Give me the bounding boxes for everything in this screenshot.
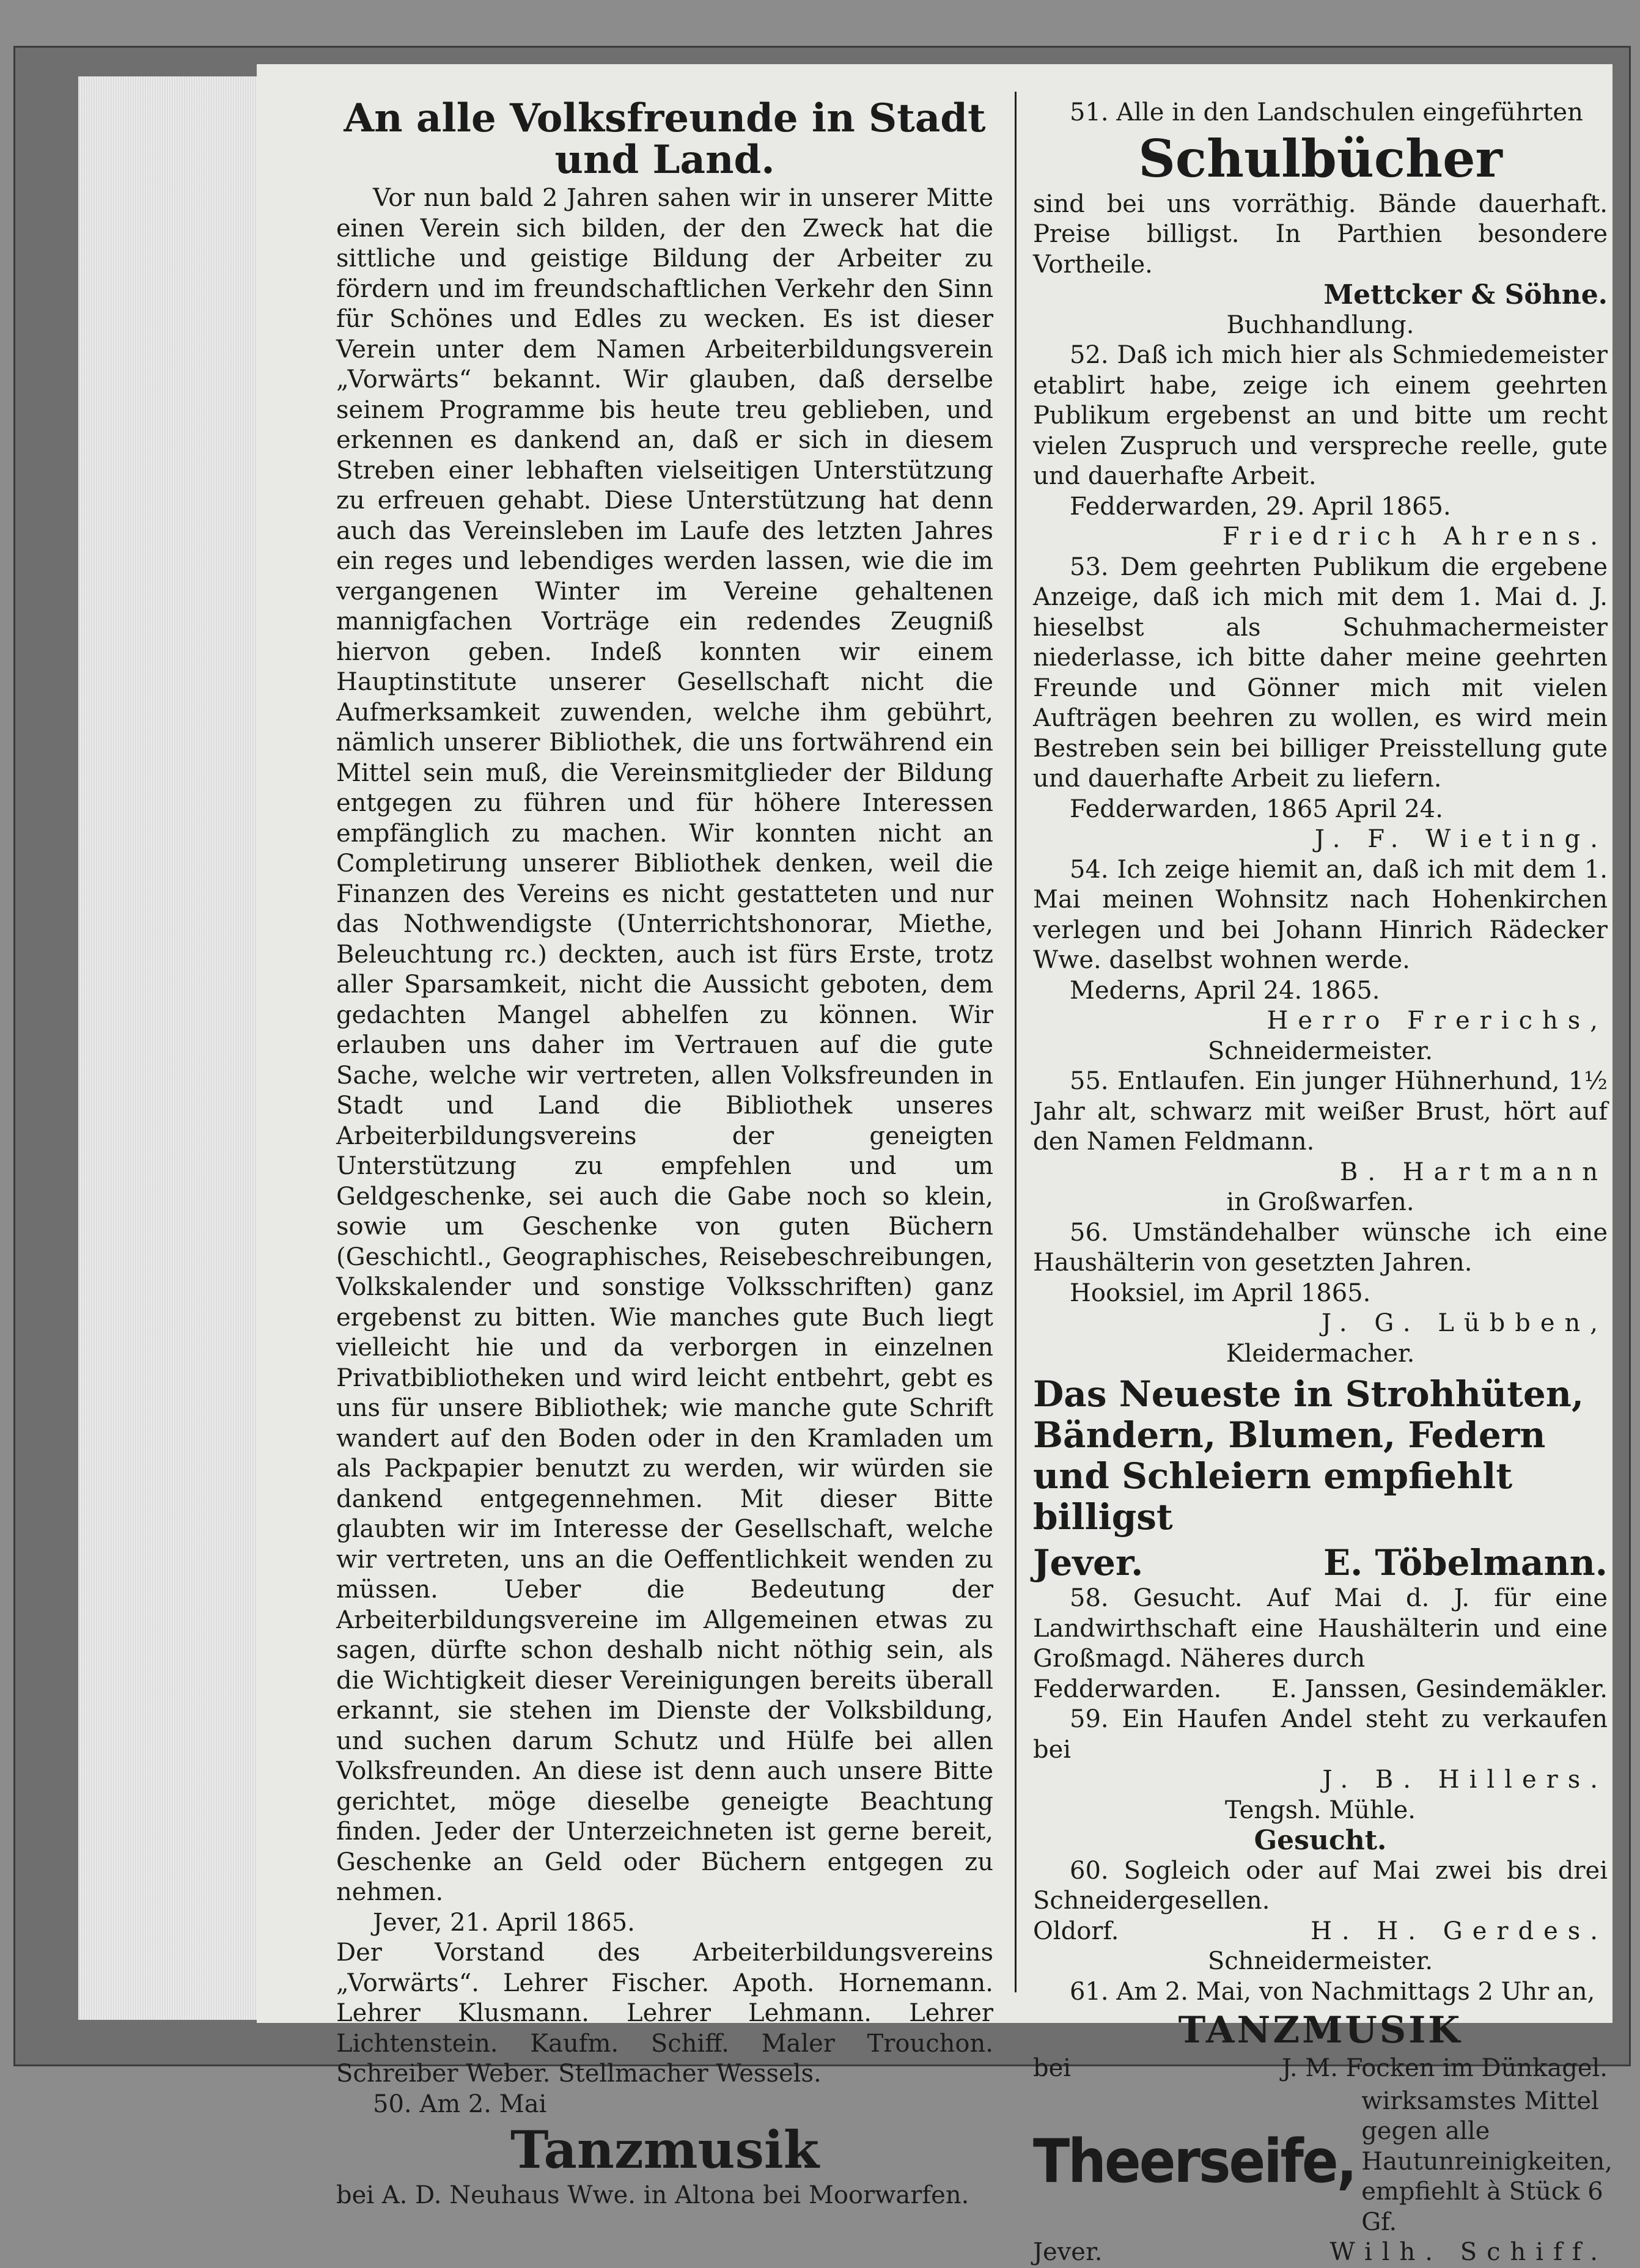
ad-52-text: 52. Daß ich mich hier als Schmiedemeister etablirt habe, zeige ich einem geehrten Publikum ergebenst an und bitte um recht vielen Zuspruch und verspreche reelle, gute und dauerhafte Arbeit. — [1033, 341, 1608, 490]
ad-60-head: Gesucht. — [1254, 1825, 1387, 1856]
ad-58-place: Fedderwarden. — [1033, 1675, 1222, 1703]
article-signature: Der Vorstand des Arbeiterbildungsvereins „Vorwärts“. Lehrer Fischer. Apoth. Hornemann. Lehrer Klusmann. Lehrer Lehmann. Lehrer Lichtenstein. Kaufm. Schiff. Maler Trouchon. Schreiber Weber. Stellmacher Wessels. — [336, 1939, 993, 2088]
ad-51-text: sind bei uns vorräthig. Bände dauerhaft. Preise billigst. In Parthien besondere Vortheile. — [1033, 189, 1608, 279]
ad-54-sub: Schneidermeister. — [1207, 1037, 1433, 1065]
ad-50-text: bei A. D. Neuhaus Wwe. in Altona bei Moorwarfen. — [336, 2181, 969, 2209]
ad-56-sub: Kleidermacher. — [1226, 1339, 1415, 1368]
ad-54-text: 54. Ich zeige hiemit an, daß ich mit dem 1. Mai meinen Wohnsitz nach Hohenkirchen verlegen und bei Johann Hinrich Rädecker Wwe. daselbst wohnen werde. — [1033, 855, 1608, 974]
ad-55-name: B. Hartmann — [1339, 1158, 1608, 1186]
ad-60-place: Oldorf. — [1033, 1917, 1119, 1945]
ad-50-intro: 50. Am 2. Mai — [373, 2090, 547, 2118]
article-dateline: Jever, 21. April 1865. — [373, 1908, 635, 1937]
article-title: An alle Volksfreunde in Stadt und Land. — [344, 95, 986, 183]
ad-54-name: Herro Frerichs, — [1267, 1007, 1608, 1035]
ad-55-sub: in Großwarfen. — [1226, 1188, 1414, 1216]
ad-56-text: 56. Umständehalber wünsche ich eine Haushälterin von gesetzten Jahren. — [1033, 1218, 1608, 1277]
ad-60-footer — [1033, 1917, 1608, 1947]
ad-57-footer — [1033, 1538, 1608, 1584]
ad-61-text: J. M. Focken im Dünkagel. — [1281, 2054, 1608, 2082]
ad-56-name: J. G. Lübben, — [1322, 1309, 1608, 1337]
ad-62-text: wirksamstes Mittel gegen alle Hautunreinigkeiten, empfiehlt à Stück 6 Gf. — [1361, 2086, 1612, 2236]
ad-61-intro: 61. Am 2. Mai, von Nachmittags 2 Uhr an, — [1070, 1977, 1595, 2006]
ad-61-footer — [1033, 2053, 1608, 2084]
ad-50-display: Tanzmusik — [510, 2119, 820, 2180]
ad-51-firm-sub: Buchhandlung. — [1226, 310, 1414, 339]
left-column — [336, 95, 993, 2211]
ad-54-date: Mederns, April 24. 1865. — [1070, 976, 1380, 1005]
ad-56-date: Hooksiel, im April 1865. — [1070, 1279, 1371, 1307]
ad-62-display: Theerseife, — [1033, 2127, 1356, 2197]
ad-57-place: Jever. — [1033, 1542, 1144, 1584]
ad-57-display: Das Neueste in Strohhüten, Bändern, Blumen, Federn und Schleiern empfiehlt billigst — [1033, 1373, 1584, 1538]
page-edges — [78, 76, 262, 2020]
ad-57-firm: E. Töbelmann. — [1323, 1542, 1608, 1584]
ad-55-text: 55. Entlaufen. Ein junger Hühnerhund, 1½ Jahr alt, schwarz mit weißer Brust, hört auf den Namen Feldmann. — [1033, 1067, 1608, 1156]
ad-62 — [1033, 2086, 1612, 2238]
ad-62-place: Jever. — [1033, 2238, 1103, 2266]
ad-53-name: J. F. Wieting. — [1314, 825, 1608, 853]
ad-51-display: Schulbücher — [1138, 128, 1502, 189]
article-body: Vor nun bald 2 Jahren sahen wir in unserer Mitte einen Verein sich bilden, der den Zweck hat die sittliche und geistige Bildung der Arbeiter zu fördern und im freundschaftlichen Verkehr den Sinn für Schönes und Edles zu wecken. Es ist dieser Verein unter dem Namen Arbeiterbildungsverein „Vorwärts“ bekannt. Wir glauben, daß derselbe seinem Programme bis heute treu geblieben, und erkennen es dankend an, daß er sich in diesem Streben einer lebhaften vielseitigen Unterstützung zu erfreuen gehabt. Diese Unterstützung hat denn auch das Vereinsleben im Laufe des letzten Jahres ein reges und lebendiges werden lassen, wie die im vergangenen Winter im Vereine gehaltenen mannigfachen Vorträge ein redendes Zeugniß hiervon geben. Indeß konnten wir einem Hauptinstitute unserer Gesellschaft nicht die Aufmerksamkeit zuwenden, welche ihm gebührt, nämlich unserer Bibliothek, die uns fortwährend ein Mittel sein muß, die Vereinsmitglieder der Bildung entgegen zu führen und für höhere Interessen empfänglich zu machen. Wir konnten nicht an Completirung unserer Bibliothek denken, weil die Finanzen des Vereins es nicht gestatteten und nur das Nothwendigste (Unterrichtshonorar, Miethe, Beleuchtung rc.) deckten, auch ist fürs Erste, trotz aller Sparsamkeit, nicht die Aussicht geboten, dem gedachten Mangel abhelfen zu können. Wir erlauben uns daher im Vertrauen auf die gute Sache, welche wir vertreten, allen Volksfreunden in Stadt und Land die Bibliothek unseres Arbeiterbildungsvereins der geneigten Unterstützung zu empfehlen und um Geldgeschenke, sei auch die Gabe noch so klein, sowie um Geschenke von guten Büchern (Geschichtl., Geographisches, Reisebeschreibungen, Volkskalender und sonstige Volksschriften) ganz ergebenst zu bitten. Wie manches gute Buch liegt vielleicht hie und da verborgen in einzelnen Privatbibliotheken und wird leicht entbehrt, gebt es uns für unsere Bibliothek; wie manche gute Schrift wandert auf den Boden oder in den Kramladen um als Packpapier benutzt zu werden, wir würden sie dankend entgegennehmen. Mit dieser Bitte glaubten wir im Interesse der Gesellschaft, welche wir vertreten, uns an die Oeffentlichkeit wenden zu müssen. Ueber die Bedeutung der Arbeiterbildungsvereine im Allgemeinen etwas zu sagen, dürfte schon deshalb nicht nöthig sein, als die Wichtigkeit dieser Vereinigungen bereits überall erkannt, sie stehen im Dienste der Volksbildung, und suchen darum Schutz und Hülfe bei allen Volksfreunden. An diese ist denn auch unsere Bitte gerichtet, möge dieselbe geneigte Beachtung finden. Jeder der Unterzeichneten ist gerne bereit, Geschenke an Geld oder Büchern entgegen zu nehmen. — [336, 184, 993, 1906]
ad-62-footer — [1033, 2237, 1608, 2268]
ad-60-name: H. H. Gerdes. — [1311, 1917, 1608, 1945]
column-divider — [1015, 92, 1017, 1992]
ad-51-firm: Mettcker & Söhne. — [1323, 279, 1608, 310]
ad-60-sub: Schneidermeister. — [1207, 1947, 1433, 1975]
ad-51-intro: 51. Alle in den Landschulen eingeführten — [1070, 98, 1583, 127]
ad-58-name: E. Janssen, Gesindemäkler. — [1271, 1675, 1608, 1703]
ad-61-display: TANZMUSIK — [1178, 2009, 1463, 2052]
ad-59-text: 59. Ein Haufen Andel steht zu verkaufen bei — [1033, 1705, 1608, 1764]
ad-59-name: J. B. Hillers. — [1322, 1766, 1608, 1794]
ad-52-date: Fedderwarden, 29. April 1865. — [1070, 492, 1451, 521]
ad-60-text: 60. Sogleich oder auf Mai zwei bis drei Schneidergesellen. — [1033, 1856, 1608, 1915]
ad-59-sub: Tengsh. Mühle. — [1225, 1796, 1416, 1824]
ad-61-bei: bei — [1033, 2054, 1072, 2082]
right-column — [1033, 98, 1612, 2268]
ad-58-footer — [1033, 1675, 1608, 1705]
ad-58-text: 58. Gesucht. Auf Mai d. J. für eine Landwirthschaft eine Haushälterin und eine Großmagd. Näheres durch — [1033, 1584, 1608, 1673]
ad-52-name: Friedrich Ahrens. — [1222, 523, 1608, 551]
ad-53-date: Fedderwarden, 1865 April 24. — [1070, 795, 1443, 823]
newspaper-page — [257, 64, 1612, 2266]
ad-62-name: Wilh. Schiff. — [1329, 2238, 1608, 2266]
ad-53-text: 53. Dem geehrten Publikum die ergebene Anzeige, daß ich mich mit dem 1. Mai d. J. hieselbst als Schuhmachermeister niederlasse, ich bitte daher meine geehrten Freunde und Gönner mich mit vielen Aufträgen beehren zu wollen, es wird mein Bestreben sein bei billiger Preisstellung gute und dauerhafte Arbeit zu liefern. — [1033, 552, 1608, 793]
